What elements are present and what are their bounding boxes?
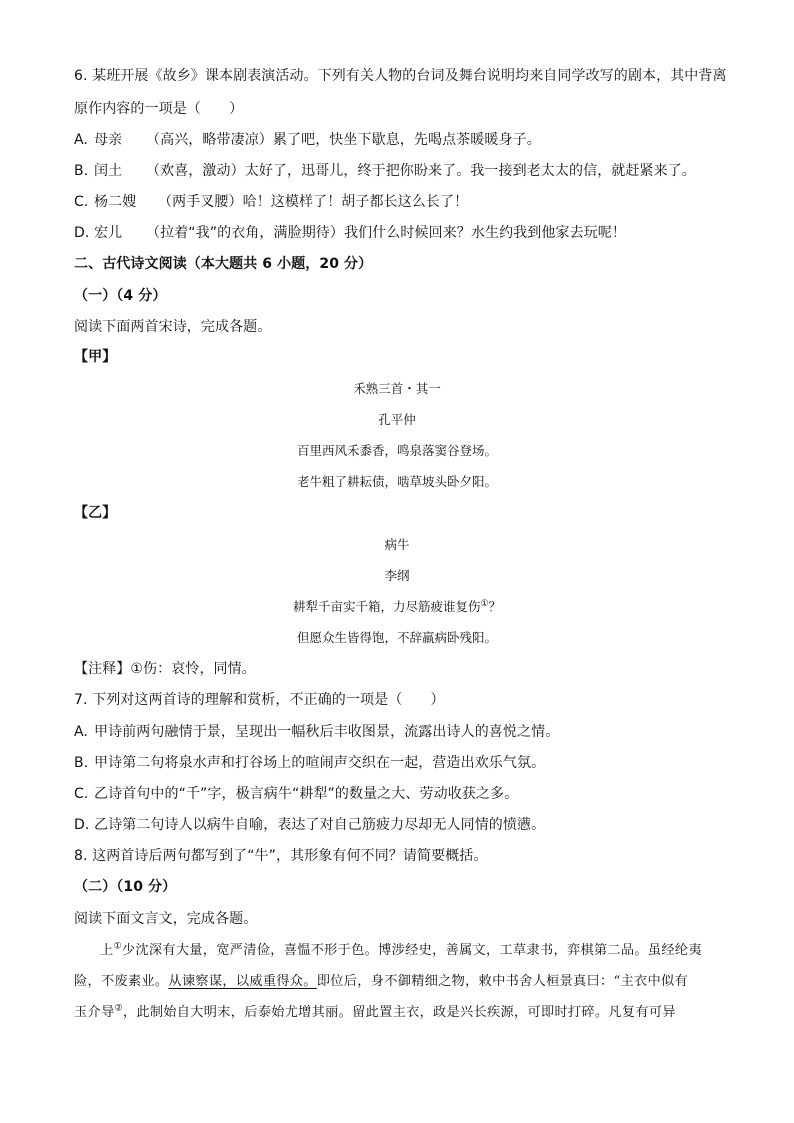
poem-yi-label: 【乙】 bbox=[74, 505, 117, 521]
prose-text: 上 bbox=[100, 943, 114, 958]
part-1-title: （一）（4 分） bbox=[74, 288, 167, 304]
option-text: 甲诗第二句将泉水声和打谷场上的喧闹声交织在一起，营造出欢乐气氛。 bbox=[94, 755, 546, 771]
q6-option-d[interactable] bbox=[74, 223, 626, 243]
option-label: C. bbox=[74, 786, 89, 802]
q6-option-c[interactable] bbox=[74, 192, 468, 212]
option-text: 甲诗前两句融情于景，呈现出一幅秋后丰收图景，流露出诗人的喜悦之情。 bbox=[94, 724, 560, 740]
prose-text: 险，不废素业。 bbox=[74, 974, 169, 989]
poem-1-line-1: 百里西风禾黍香，鸣泉落窦谷登场。 bbox=[296, 443, 497, 458]
option-text: （拉着“我”的衣角，满脸期待）我们什么时候回来？水生约我到他家去玩呢！ bbox=[146, 225, 627, 241]
footnote-marker: ① bbox=[113, 941, 122, 952]
poem-2-line-1-text: 耕犁千亩实千箱，力尽筋疲谁复伤 bbox=[292, 599, 481, 614]
option-text: 乙诗第二句诗人以病牛自喻，表达了对自己筋疲力尽却无人同情的愤懑。 bbox=[94, 817, 546, 833]
prose-text: 玉介导 bbox=[74, 1005, 115, 1020]
poem-1-title: 禾熟三首・其一 bbox=[353, 381, 441, 396]
option-text: 乙诗首句中的“千”字，极言病牛“耕犁”的数量之大、劳动收获之多。 bbox=[94, 786, 519, 802]
q7-option-b[interactable] bbox=[74, 753, 545, 773]
poem-1-author: 孔平仲 bbox=[378, 412, 416, 427]
option-label: D. bbox=[74, 817, 90, 833]
option-label: B. bbox=[74, 755, 89, 771]
poem-2-author: 李纲 bbox=[384, 568, 410, 583]
q8-stem: 8. 这两首诗后两句都写到了“牛”，其形象有何不同？请简要概括。 bbox=[74, 848, 488, 864]
option-text: （两手叉腰）哈！这模样了！胡子都长这么长了！ bbox=[158, 194, 469, 210]
section-2-title: 二、古代诗文阅读（本大题共 6 小题，20 分） bbox=[74, 256, 373, 272]
option-label: C. bbox=[74, 194, 89, 210]
option-text: （欢喜，激动）太好了，迅哥儿，终于把你盼来了。我一接到老太太的信，就赶紧来了。 bbox=[146, 163, 696, 179]
option-label: A. bbox=[74, 724, 88, 740]
poem-2-title: 病牛 bbox=[384, 537, 410, 552]
option-character: 母亲 bbox=[94, 132, 123, 148]
option-character: 杨二嫂 bbox=[94, 194, 137, 210]
option-text: （高兴，略带凄凉）累了吧，快坐下歇息，先喝点茶暖暖身子。 bbox=[146, 132, 541, 148]
classical-text-line-3 bbox=[74, 1003, 724, 1023]
part-2-intro: 阅读下面文言文，完成各题。 bbox=[74, 911, 258, 927]
option-label: B. bbox=[74, 163, 89, 179]
option-label: A. bbox=[74, 132, 88, 148]
prose-text: 即位后，身不御精细之物，敕中书舍人桓景真曰：“主衣中似有 bbox=[316, 974, 688, 989]
q7-option-d[interactable] bbox=[74, 815, 545, 835]
q7-stem: 7. 下列对这两首诗的理解和赏析，不正确的一项是（ ） bbox=[74, 692, 445, 708]
classical-text-line-1 bbox=[100, 941, 750, 961]
poem-2-line-2: 但愿众生皆得饱，不辞羸病卧残阳。 bbox=[296, 630, 497, 645]
option-label: D. bbox=[74, 225, 90, 241]
part-2-title: （二）（10 分） bbox=[74, 879, 177, 895]
q7-option-a[interactable] bbox=[74, 722, 559, 742]
q6-stem-line2: 原作内容的一项是（ ） bbox=[74, 101, 244, 117]
classical-text-line-2 bbox=[74, 972, 724, 992]
prose-text: 少沈深有大量，宽严清俭，喜愠不形于色。博涉经史，善属文，工草隶书，弈棋第二品。虽经纶夷 bbox=[121, 943, 702, 958]
option-character: 宏儿 bbox=[94, 225, 123, 241]
footnote-marker: ① bbox=[480, 598, 489, 609]
poem-2-line-1-end: ？ bbox=[488, 599, 502, 614]
poem-2-line-1 bbox=[0, 597, 794, 617]
underlined-sentence: 从谏察谋，以威重得众。 bbox=[168, 974, 317, 989]
annotation: 【注释】①伤：哀怜，同情。 bbox=[74, 661, 256, 677]
option-character: 闰土 bbox=[94, 163, 123, 179]
poem-jia-label: 【甲】 bbox=[74, 349, 117, 365]
q6-option-a[interactable] bbox=[74, 130, 541, 150]
q6-stem-line1: 6. 某班开展《故乡》课本剧表演活动。下列有关人物的台词及舞台说明均来自同学改写的剧本，其中背离 bbox=[74, 68, 727, 84]
poem-1-line-2: 老牛粗了耕耘债，啮草坡头卧夕阳。 bbox=[296, 474, 497, 489]
q6-option-b[interactable] bbox=[74, 161, 696, 181]
prose-text: ，此制始自大明末，后泰始尤增其丽。留此置主衣，政是兴长疾源，可即时打碎。凡复有可异 bbox=[122, 1005, 676, 1020]
part-1-intro: 阅读下面两首宋诗，完成各题。 bbox=[74, 319, 272, 335]
footnote-marker: ② bbox=[114, 1003, 123, 1014]
q7-option-c[interactable] bbox=[74, 784, 518, 804]
